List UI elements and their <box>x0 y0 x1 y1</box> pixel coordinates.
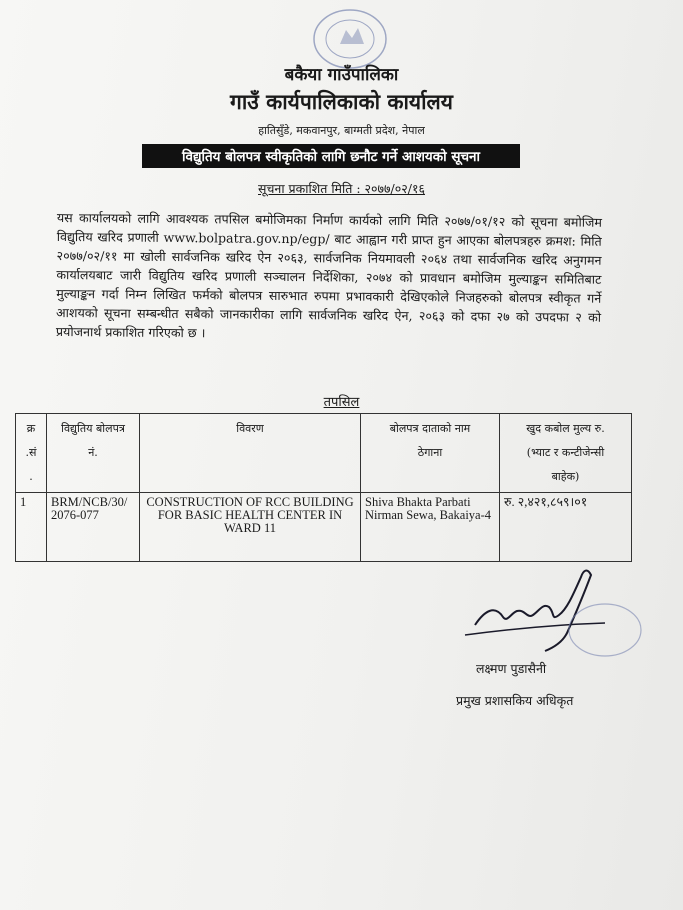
details-heading: तपसिल <box>323 395 360 410</box>
header-description: विवरण <box>140 414 361 493</box>
cell-bid-number: BRM/NCB/30/ 2076-077 <box>47 493 140 562</box>
signatory-name: लक्ष्मण पुडासैनी <box>476 661 547 676</box>
header-bid-number: विद्युतिय बोलपत्र नं. <box>47 414 140 493</box>
table-header-row <box>16 414 632 493</box>
header-amount: खुद कबोल मुल्य रु. (भ्याट र कन्टीजेन्सी बाहेक) <box>500 414 632 493</box>
signatory-title: प्रमुख प्रशासकिय अधिकृत <box>456 693 574 708</box>
notice-body: यस कार्यालयको लागि आवश्यक तपसिल बमोजिमका निर्माण कार्यको लागि मिति २०७७/०१/१२ को सूचना बमोजिम विद्युतिय खरिद प्रणाली www.bolpatra.gov.np/egp/ बाट आह्वान गरी प्राप्त हुन आएका बोलपत्रहरु क्रमश: मिति २०७७/०२/११ मा खोली सार्वजनिक खरिद ऐन २०६३, सार्वजनिक नियमावली २०६४ तथा सार्वजनिक खरिद अनुगमन कार्यालयबाट जारी विद्युतिय खरिद प्रणाली सञ्चालन निर्देशिका, २०७४ को प्रावधान बमोजिम मुल्याङ्कन समितिबाट मुल्याङ्कन गर्दा निम्न लिखित फर्मको बोलपत्र सारुभात रुपमा प्रभावकारी देखिएकोले निजहरुको बोलपत्र स्वीकृत गर्ने आशयको सूचना सम्बन्धीत सबैको जानकारीका लागि सार्वजनिक खरिद ऐन, २०६३ को दफा २७ को उपदफा २ को प्रयोजनार्थ प्रकाशित गरिएको छ । <box>55 209 602 341</box>
header-bidder: बोलपत्र दाताको नाम ठेगाना <box>361 414 500 493</box>
office-seal-stamp <box>312 8 388 70</box>
cell-bidder: Shiva Bhakta Parbati Nirman Sewa, Bakaiya-4 <box>361 493 500 562</box>
table-row <box>16 493 632 562</box>
municipality-name: बकैया गाउँपालिका <box>284 65 399 85</box>
bid-details-table <box>15 413 632 562</box>
office-title: गाउँ कार्यपालिकाको कार्यालय <box>230 89 453 114</box>
notice-title: विद्युतिय बोलपत्र स्वीकृतिको लागि छनौट गर्ने आशयको सूचना <box>142 144 520 168</box>
cell-amount: रु. २,४२१,८५९।०१ <box>500 493 632 562</box>
publication-date-line <box>0 180 683 197</box>
publication-date: सूचना प्रकाशित मिति : २०७७/०२/१६ <box>258 181 425 196</box>
handwritten-signature <box>455 555 655 665</box>
office-address: हातिसुँडे, मकवानपुर, बाग्मती प्रदेश, नेपाल <box>258 124 425 137</box>
header-serial: क्र .सं . <box>16 414 47 493</box>
cell-serial: 1 <box>16 493 47 562</box>
cell-description: CONSTRUCTION OF RCC BUILDING FOR BASIC HEALTH CENTER IN WARD 11 <box>140 493 361 562</box>
